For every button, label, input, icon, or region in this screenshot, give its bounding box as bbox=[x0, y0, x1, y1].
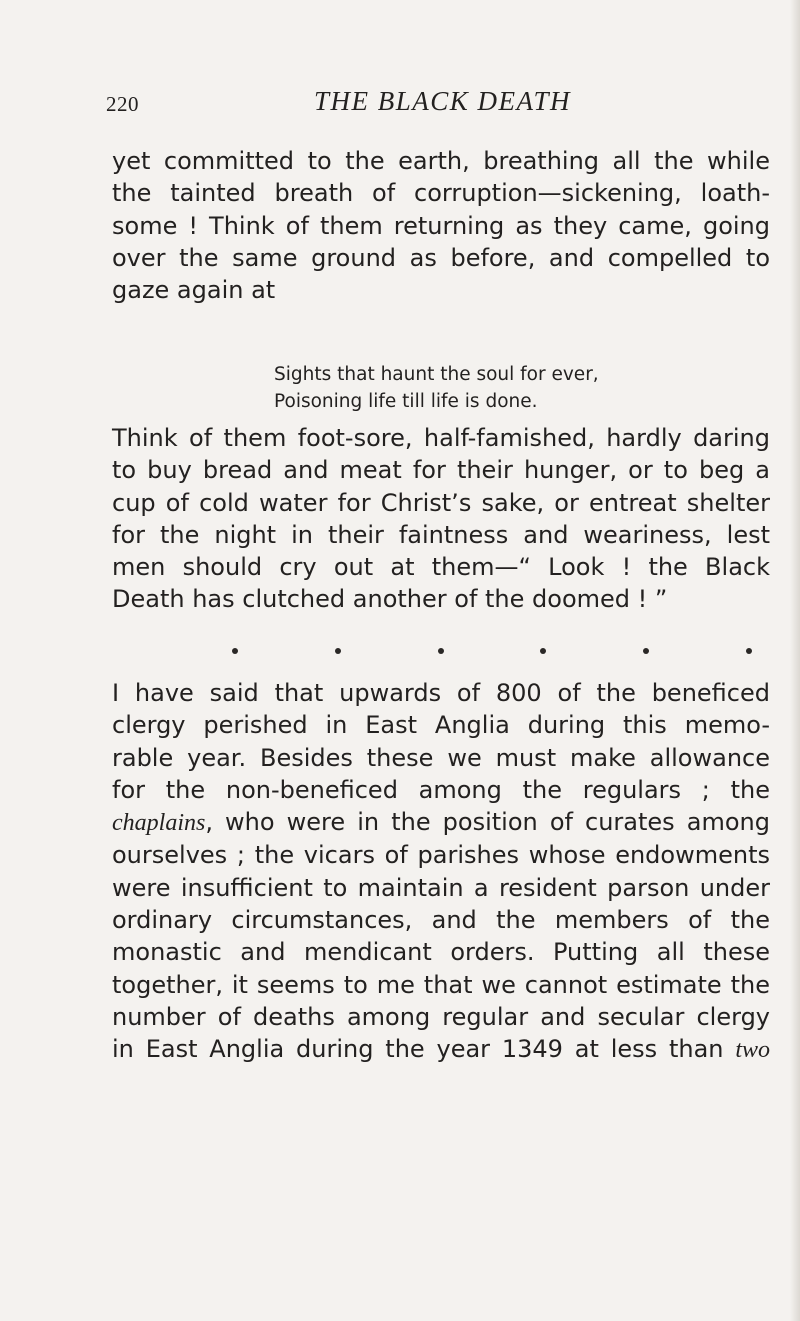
section-break-dot bbox=[232, 648, 238, 654]
section-break-dot bbox=[438, 648, 444, 654]
verse-quotation bbox=[274, 361, 694, 415]
paragraph-line: number of deaths among regular and secular clergy bbox=[112, 1002, 770, 1031]
page-edge-shadow bbox=[790, 0, 800, 1321]
paragraph-line: together, it seems to me that we cannot estimate the bbox=[112, 970, 770, 999]
verse-line: Poisoning life till life is done. bbox=[274, 391, 538, 412]
paragraph-line: to buy bread and meat for their hunger, or to beg a bbox=[112, 456, 770, 485]
paragraph-line: ordinary circumstances, and the members of the bbox=[112, 906, 770, 935]
paragraph-line: chaplains, who were in the position of curates among bbox=[112, 808, 770, 837]
paragraph-line: ourselves ; the vicars of parishes whose endowments bbox=[112, 841, 770, 870]
paragraph-line: Death has clutched another of the doomed ! ” bbox=[112, 585, 668, 614]
section-break-dot bbox=[335, 648, 341, 654]
section-break-dot bbox=[643, 648, 649, 654]
paragraph-line: rable year. Besides these we must make allowance bbox=[112, 743, 770, 772]
paragraph-line: clergy perished in East Anglia during this memo- bbox=[112, 711, 770, 740]
paragraph-line: gaze again at bbox=[112, 276, 276, 305]
paragraph-line: yet committed to the earth, breathing all the while bbox=[112, 147, 770, 175]
section-break-dot bbox=[746, 648, 752, 654]
paragraph-line: the tainted breath of corruption—sickening, loath- bbox=[112, 179, 770, 208]
page-number: 220 bbox=[106, 92, 139, 116]
paragraph-line: in East Anglia during the year 1349 at less than two bbox=[112, 1035, 770, 1064]
running-head: THE BLACK DEATH bbox=[314, 86, 572, 116]
italic-word: chaplains bbox=[112, 810, 206, 837]
paragraph-line: cup of cold water for Christ’s sake, or entreat shelter bbox=[112, 488, 770, 517]
paragraph-line: monastic and mendicant orders. Putting all these bbox=[112, 938, 770, 967]
italic-word: two bbox=[735, 1037, 770, 1064]
paragraph-line: for the night in their faintness and weariness, lest bbox=[112, 520, 770, 549]
section-break-dot bbox=[540, 648, 546, 654]
paragraph-line: men should cry out at them—“ Look ! the Black bbox=[112, 553, 770, 582]
section-break-dots bbox=[112, 648, 770, 654]
paragraph-line: some ! Think of them returning as they came, going bbox=[112, 211, 770, 240]
paragraph-1 bbox=[112, 145, 770, 306]
paragraph-3 bbox=[112, 677, 770, 1067]
paragraph-line: Think of them foot-sore, half-famished, hardly daring bbox=[112, 424, 770, 452]
paragraph-line: over the same ground as before, and compelled to bbox=[112, 243, 770, 272]
paragraph-2 bbox=[112, 422, 770, 616]
paragraph-line: I have said that upwards of 800 of the beneficed bbox=[112, 679, 770, 707]
paragraph-line: for the non-beneficed among the regulars ; the bbox=[112, 775, 770, 804]
paragraph-line: were insufficient to maintain a resident parson under bbox=[112, 873, 770, 902]
verse-line: Sights that haunt the soul for ever, bbox=[274, 364, 599, 385]
page-header bbox=[106, 86, 766, 120]
